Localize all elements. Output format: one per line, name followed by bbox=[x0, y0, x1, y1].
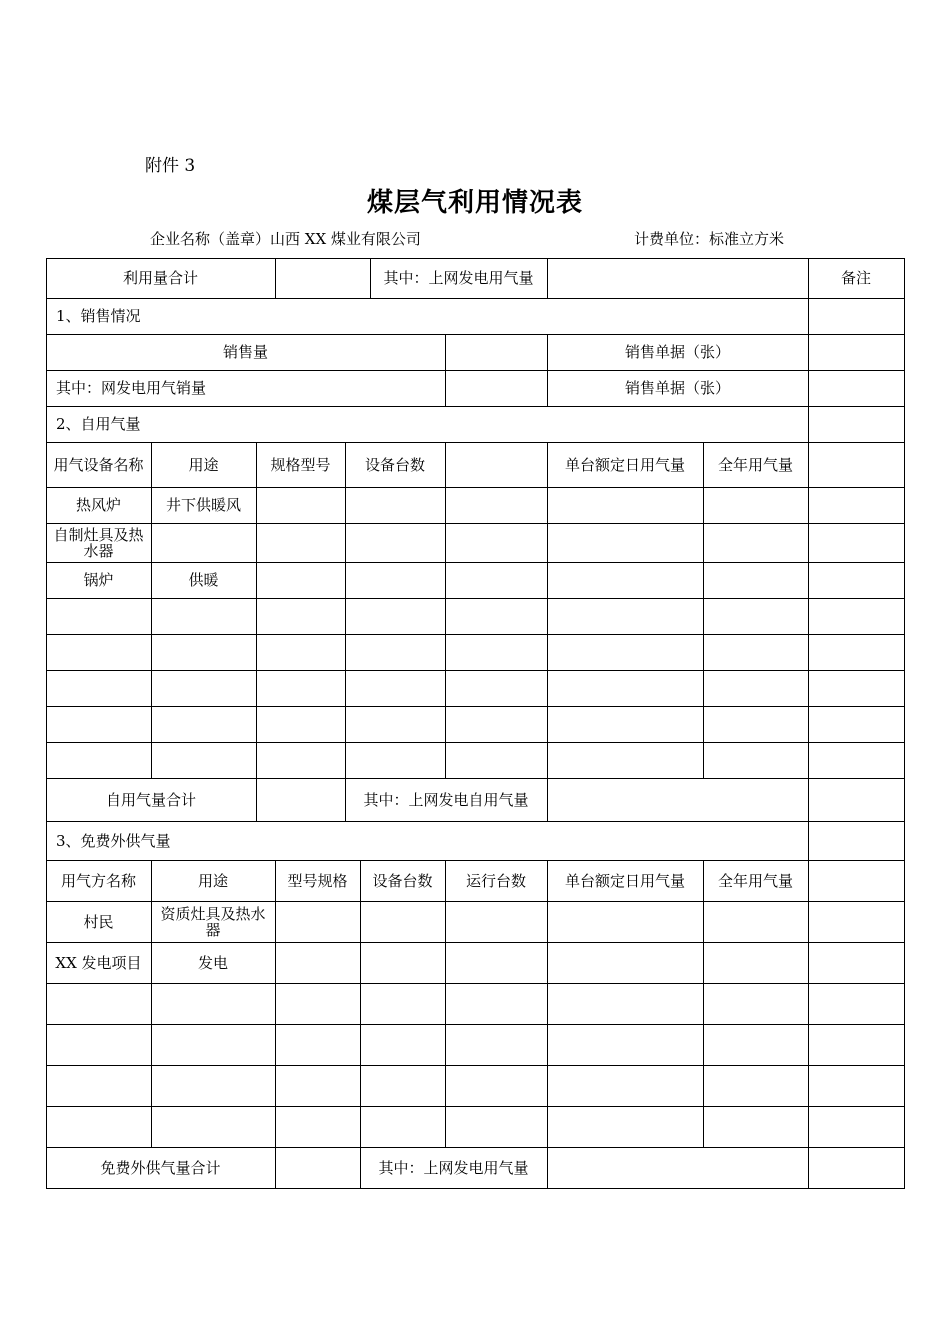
total-usage-label: 利用量合计 bbox=[122, 269, 198, 287]
grid-power-label: 其中：上网发电用气量 bbox=[383, 269, 534, 287]
table-rule bbox=[547, 1147, 548, 1189]
gas-usage-table bbox=[46, 258, 904, 1188]
column-header: 单台额定日用气量 bbox=[564, 455, 685, 474]
table-rule bbox=[275, 1147, 276, 1189]
column-header: 用气设备名称 bbox=[53, 455, 144, 474]
table-rule bbox=[275, 258, 276, 299]
table-rule bbox=[703, 442, 704, 779]
billing-unit: 计费单位：标准立方米 bbox=[634, 230, 785, 248]
column-header: 用气方名称 bbox=[60, 871, 136, 890]
column-header: 单台额定日用气量 bbox=[564, 871, 685, 890]
column-header: 规格型号 bbox=[270, 455, 331, 474]
table-rule bbox=[46, 1024, 905, 1025]
table-rule bbox=[46, 634, 905, 635]
table-cell: 发电 bbox=[197, 953, 228, 972]
table-rule bbox=[445, 860, 446, 1148]
table-rule bbox=[46, 670, 905, 671]
table-cell: 村民 bbox=[83, 912, 114, 931]
table-rule bbox=[547, 860, 548, 1148]
column-header: 运行台数 bbox=[465, 871, 526, 890]
table-cell bbox=[151, 523, 256, 562]
table-rule bbox=[46, 1106, 905, 1107]
column-header: 型号规格 bbox=[287, 871, 348, 890]
table-rule bbox=[46, 742, 905, 743]
column-header: 全年用气量 bbox=[717, 455, 793, 474]
table-rule bbox=[46, 1065, 905, 1066]
section-title: 3、免费外供气量 bbox=[56, 831, 171, 850]
table-rule bbox=[703, 860, 704, 1148]
company-name: 企业名称（盖章）山西 XX 煤业有限公司 bbox=[150, 230, 421, 248]
table-rule bbox=[547, 778, 548, 822]
column-header: 设备台数 bbox=[372, 871, 433, 890]
table-cell: 锅炉 bbox=[83, 571, 114, 589]
remarks-header: 备注 bbox=[840, 269, 871, 287]
self-use-total-label: 自用气量合计 bbox=[105, 790, 196, 809]
section-title: 1、销售情况 bbox=[56, 307, 141, 325]
column-header: 全年用气量 bbox=[717, 871, 793, 890]
table-cell: 自制灶具及热水器 bbox=[53, 525, 144, 560]
column-header: 用途 bbox=[188, 455, 219, 474]
table-rule bbox=[46, 983, 905, 984]
table-rule bbox=[547, 442, 548, 779]
free-supply-total-label: 免费外供气量合计 bbox=[100, 1158, 221, 1177]
sales-volume-label: 销售量 bbox=[222, 343, 268, 361]
sales-receipts-label: 销售单据（张） bbox=[624, 343, 730, 361]
table-rule bbox=[547, 258, 548, 299]
table-cell: XX 发电项目 bbox=[55, 953, 142, 972]
table-rule bbox=[808, 258, 809, 1189]
table-rule bbox=[345, 442, 346, 779]
table-rule bbox=[275, 860, 276, 1148]
table-rule bbox=[46, 1188, 905, 1189]
table-rule bbox=[904, 258, 905, 1189]
grid-sales-label: 其中：网发电用气销量 bbox=[56, 379, 207, 397]
sales-receipts-label: 销售单据（张） bbox=[624, 379, 730, 397]
table-rule bbox=[46, 706, 905, 707]
table-rule bbox=[256, 442, 257, 779]
column-header: 设备台数 bbox=[364, 455, 425, 474]
table-rule bbox=[445, 442, 446, 779]
self-use-grid-label: 其中：上网发电自用气量 bbox=[363, 790, 529, 809]
table-rule bbox=[360, 860, 361, 1148]
attachment-label: 附件 3 bbox=[145, 156, 196, 176]
table-cell: 供暖 bbox=[188, 571, 219, 589]
free-supply-grid-label: 其中：上网发电用气量 bbox=[378, 1158, 529, 1177]
page-title: 煤层气利用情况表 bbox=[366, 188, 583, 218]
table-rule bbox=[256, 778, 257, 822]
table-cell: 井下供暖风 bbox=[165, 496, 241, 514]
table-rule bbox=[46, 598, 905, 599]
column-header bbox=[445, 442, 547, 487]
table-cell: 热风炉 bbox=[75, 496, 121, 514]
table-cell: 资质灶具及热水器 bbox=[160, 904, 266, 939]
section-title: 2、自用气量 bbox=[56, 415, 141, 433]
column-header: 用途 bbox=[197, 871, 228, 890]
